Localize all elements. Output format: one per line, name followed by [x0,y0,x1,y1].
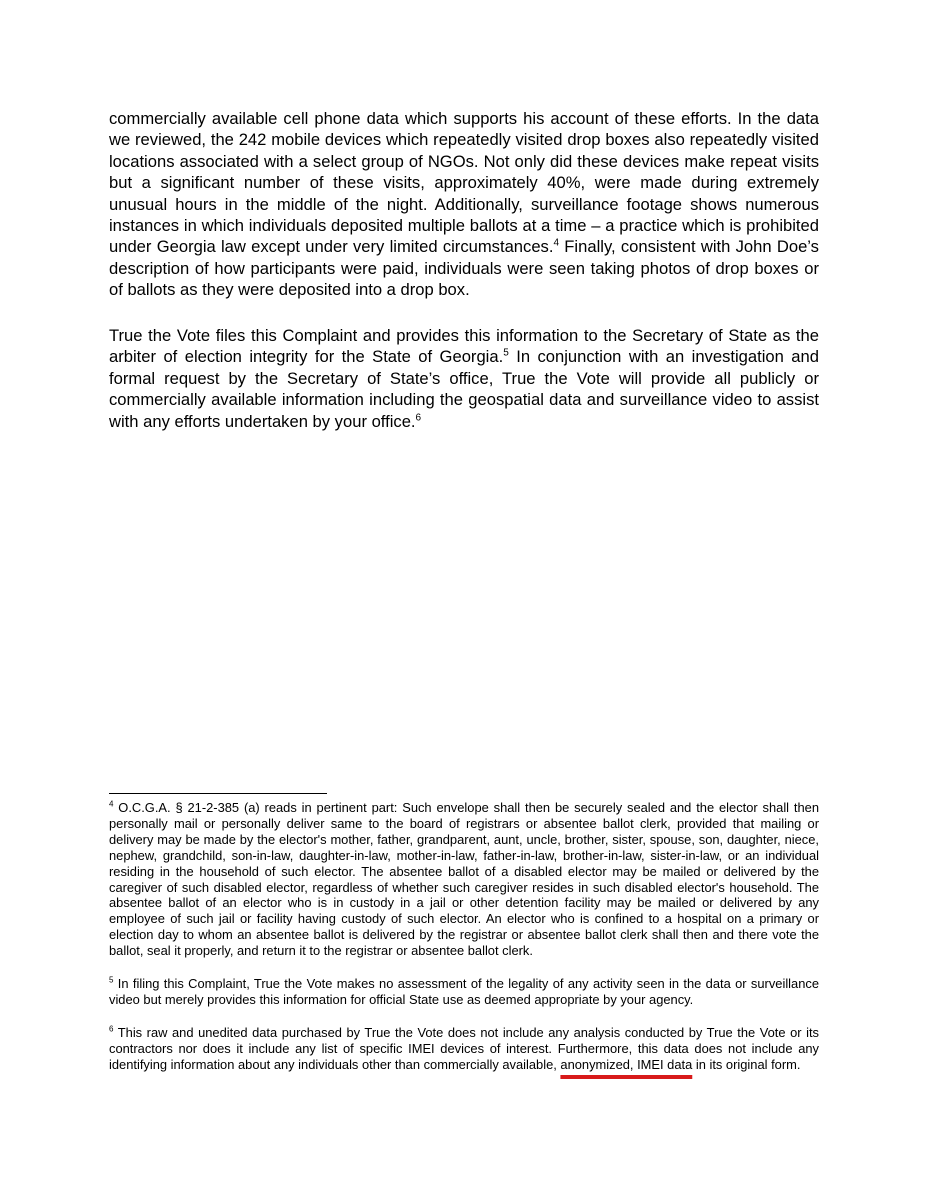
footnote-5-text: In filing this Complaint, True the Vote makes no assessment of the legality of any activity seen in the data or surveillance video but merely provides this information for official State use as deemed appropriate by your agency. [109,976,819,1007]
red-underline-annotation: anonymized, IMEI data [560,1056,693,1072]
body-paragraph-1 [109,108,819,301]
paragraph-1-text-b: Finally, consistent with John Doe’s description of how participants were paid, individuals were seen taking photos of drop boxes or of ballots as they were deposited into a drop box. [109,237,819,300]
paragraph-1-text-a: commercially available cell phone data which supports his account of these efforts. In the data we reviewed, the 242 mobile devices which repeatedly visited drop boxes also repeatedly visited locations associated with a select group of NGOs. Not only did these devices make repeat visits but a significant number of these visits, approximately 40%, were made during extremely unusual hours in the middle of the night. Additionally, surveillance footage shows numerous instances in which individuals deposited multiple ballots at a time – a practice which is prohibited under Georgia law except under very limited circumstances. [109,109,819,257]
footnote-6-text-b: in its original form. [692,1056,801,1072]
footnote-ref-6: 6 [415,412,422,424]
body-paragraph-2 [109,325,819,432]
footnote-6-text-a: This raw and unedited data purchased by True the Vote does not include any analysis conducted by True the Vote or its contractors nor does it include any list of specific IMEI devices of interest. Furthermore, this data does not include any identifying information about any individuals other than commercially available, [109,1025,819,1072]
footnote-5 [109,976,819,1008]
footnote-6 [109,1025,819,1073]
footnote-ref-5: 5 [503,347,509,359]
paragraph-2-text-a: True the Vote files this Complaint and provides this information to the Secretary of State as the arbiter of election integrity for the State of Georgia. [109,326,819,367]
footnote-4 [109,800,819,959]
footnote-5-number: 5 [109,975,114,985]
footnote-separator [109,793,327,794]
footnote-ref-4: 4 [553,237,560,249]
footnote-4-text: O.C.G.A. § 21-2-385 (a) reads in pertinent part: Such envelope shall then be securely sealed and the elector shall then personally mail or personally deliver same to the board of registrars or absentee ballot clerk, provided that mailing or delivery may be made by the elector's mother, father, grandparent, aunt, uncle, brother, sister, spouse, son, daughter, niece, nephew, grandchild, son-in-law, daughter-in-law, mother-in-law, father-in-law, brother-in-law, sister-in-law, or an individual residing in the household of such elector. The absentee ballot of a disabled elector may be mailed or delivered by the caregiver of such disabled elector, regardless of whether such caregiver resides in such disabled elector's household. The absentee ballot of an elector who is in custody in a jail or other detention facility may be mailed or delivered by any employee of such jail or facility having custody of such elector. An elector who is confined to a hospital on a primary or election day to whom an absentee ballot is delivered by the registrar or absentee ballot clerk shall then and there vote the ballot, seal it properly, and return it to the registrar or absentee ballot clerk. [109,800,819,959]
footnote-6-number: 6 [109,1024,114,1034]
footnote-4-number: 4 [109,799,114,809]
paragraph-2-text-b: In conjunction with an investigation and formal request by the Secretary of State’s office, True the Vote will provide all publicly or commercially available information including the geospatial data and surveillance video to assist with any efforts undertaken by your office. [109,347,819,431]
